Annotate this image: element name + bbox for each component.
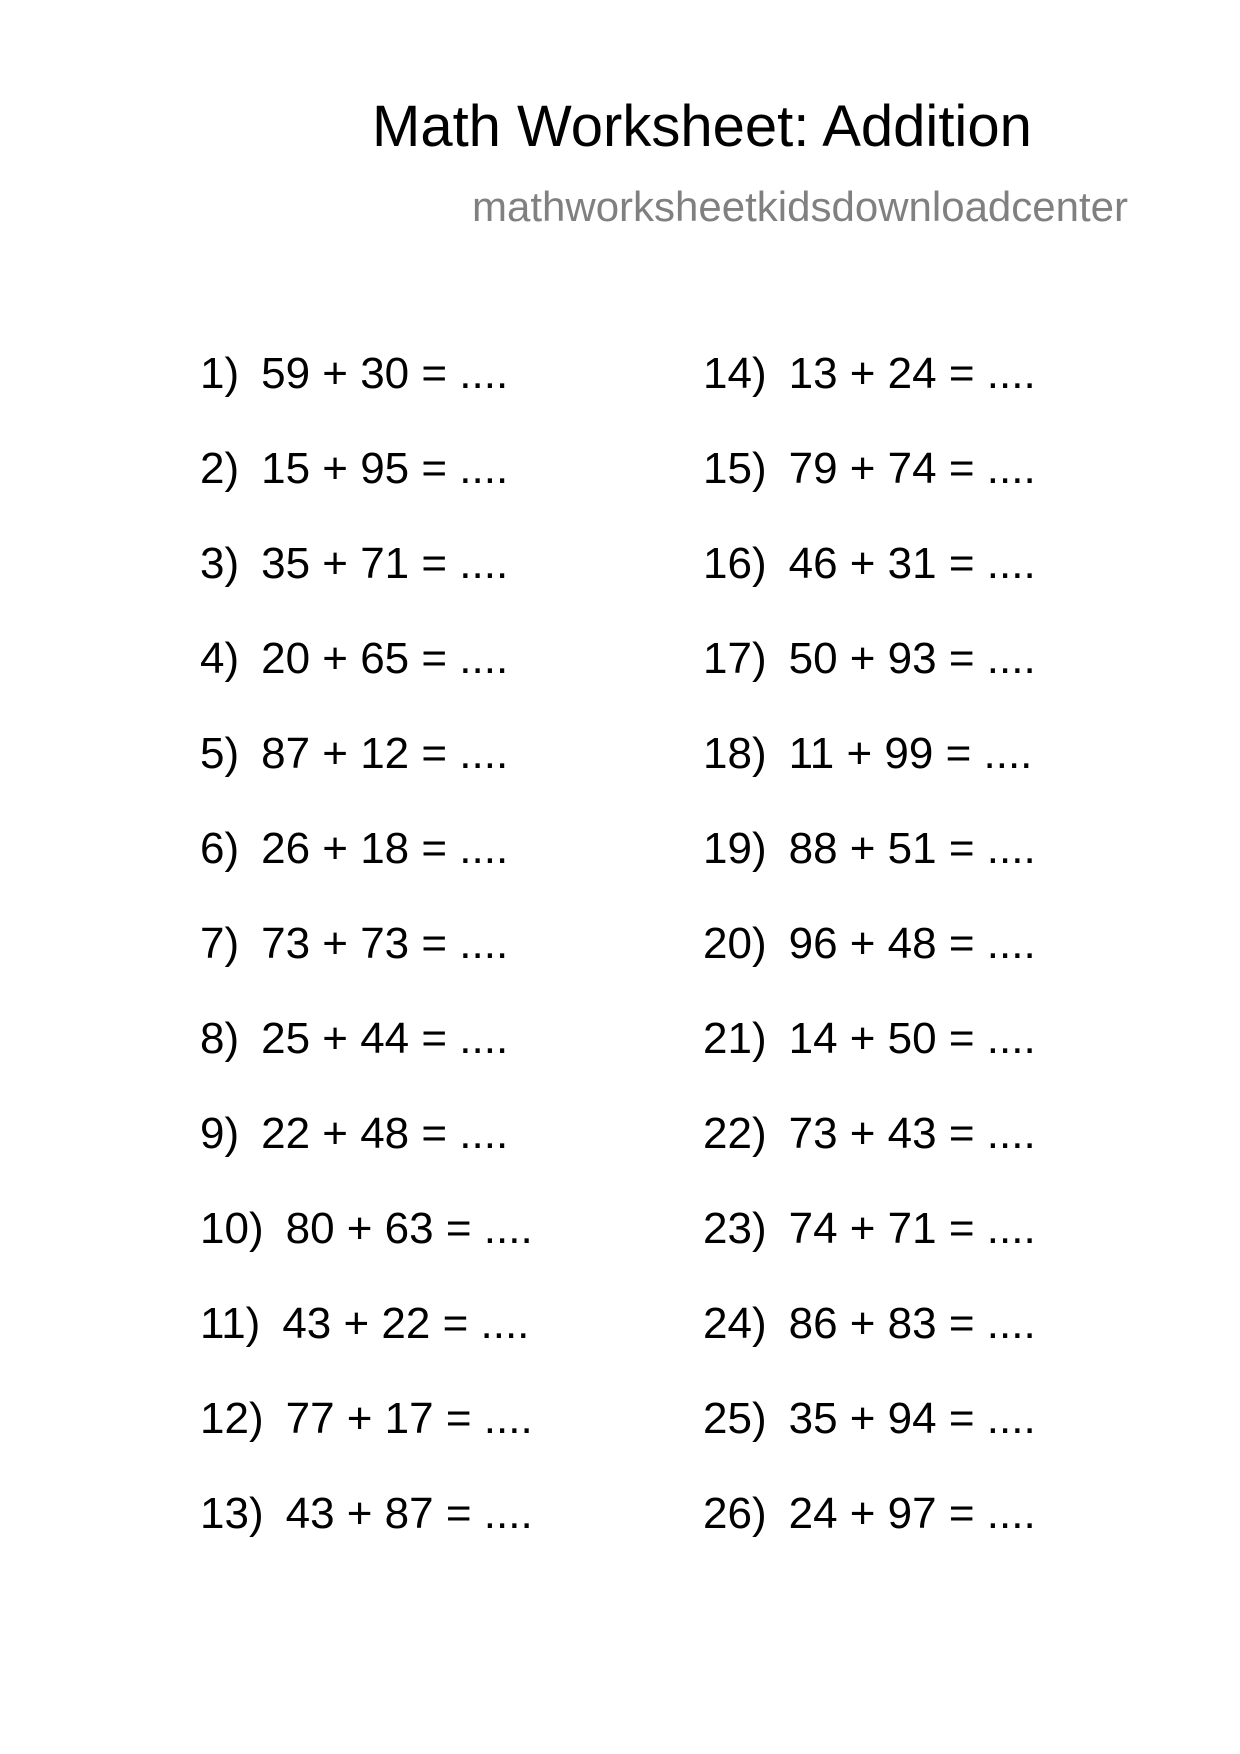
- problem-item: [200, 729, 533, 827]
- problem-item: [703, 1109, 1036, 1207]
- problem-number: 19): [703, 824, 767, 873]
- problem-number: 16): [703, 539, 767, 588]
- problem-expression: 86 + 83 = ....: [788, 1299, 1036, 1348]
- problem-number: 6): [200, 824, 240, 873]
- problem-expression: 14 + 50 = ....: [788, 1014, 1036, 1063]
- problem-item: [703, 634, 1036, 732]
- problem-number: 18): [703, 729, 767, 778]
- problem-expression: 73 + 43 = ....: [788, 1109, 1036, 1158]
- problem-number: 25): [703, 1394, 767, 1443]
- problem-number: 3): [200, 539, 240, 588]
- problem-item: [200, 1489, 533, 1587]
- problem-item: [200, 349, 533, 447]
- problem-number: 17): [703, 634, 767, 683]
- problem-item: [200, 1204, 533, 1302]
- problem-expression: 11 + 99 = ....: [788, 729, 1033, 778]
- problem-number: 10): [200, 1204, 264, 1253]
- problem-number: 24): [703, 1299, 767, 1348]
- problem-expression: 74 + 71 = ....: [788, 1204, 1036, 1253]
- problem-number: 11): [200, 1299, 261, 1348]
- problem-expression: 25 + 44 = ....: [261, 1014, 509, 1063]
- problem-number: 23): [703, 1204, 767, 1253]
- problem-item: [703, 1014, 1036, 1112]
- problem-expression: 77 + 17 = ....: [285, 1394, 533, 1443]
- problem-expression: 43 + 87 = ....: [285, 1489, 533, 1538]
- problem-item: [200, 1299, 533, 1397]
- problem-column-left: [200, 349, 533, 1587]
- problem-expression: 46 + 31 = ....: [788, 539, 1036, 588]
- problem-item: [200, 824, 533, 922]
- problem-item: [200, 1394, 533, 1492]
- problem-expression: 80 + 63 = ....: [285, 1204, 533, 1253]
- problem-number: 2): [200, 444, 240, 493]
- problem-number: 26): [703, 1489, 767, 1538]
- problem-expression: 87 + 12 = ....: [261, 729, 509, 778]
- problem-expression: 35 + 71 = ....: [261, 539, 509, 588]
- problem-item: [703, 539, 1036, 637]
- problem-number: 5): [200, 729, 240, 778]
- problem-column-right: [703, 349, 1036, 1587]
- problem-item: [703, 1299, 1036, 1397]
- problem-expression: 20 + 65 = ....: [261, 634, 509, 683]
- problem-item: [703, 444, 1036, 542]
- problem-item: [200, 1014, 533, 1112]
- problem-item: [703, 1204, 1036, 1302]
- problem-expression: 26 + 18 = ....: [261, 824, 509, 873]
- problem-item: [703, 919, 1036, 1017]
- problem-number: 1): [200, 349, 240, 398]
- problem-item: [200, 634, 533, 732]
- problem-expression: 50 + 93 = ....: [788, 634, 1036, 683]
- problem-item: [200, 444, 533, 542]
- problem-item: [200, 1109, 533, 1207]
- problem-expression: 96 + 48 = ....: [788, 919, 1036, 968]
- problem-item: [703, 824, 1036, 922]
- problem-number: 13): [200, 1489, 264, 1538]
- problem-number: 12): [200, 1394, 264, 1443]
- problem-number: 9): [200, 1109, 240, 1158]
- page-title: Math Worksheet: Addition: [372, 94, 1032, 159]
- problem-number: 20): [703, 919, 767, 968]
- problem-expression: 59 + 30 = ....: [261, 349, 509, 398]
- problem-expression: 24 + 97 = ....: [788, 1489, 1036, 1538]
- problem-expression: 88 + 51 = ....: [788, 824, 1036, 873]
- problem-expression: 22 + 48 = ....: [261, 1109, 509, 1158]
- problem-expression: 15 + 95 = ....: [261, 444, 509, 493]
- problem-expression: 79 + 74 = ....: [788, 444, 1036, 493]
- problem-expression: 35 + 94 = ....: [788, 1394, 1036, 1443]
- page-subtitle: mathworksheetkidsdownloadcenter: [472, 183, 1129, 230]
- problem-expression: 13 + 24 = ....: [788, 349, 1036, 398]
- problem-item: [200, 919, 533, 1017]
- problem-number: 8): [200, 1014, 240, 1063]
- problem-number: 7): [200, 919, 240, 968]
- problem-expression: 43 + 22 = ....: [282, 1299, 530, 1348]
- problem-expression: 73 + 73 = ....: [261, 919, 509, 968]
- problem-number: 22): [703, 1109, 767, 1158]
- problem-number: 15): [703, 444, 767, 493]
- problem-number: 4): [200, 634, 240, 683]
- problem-item: [703, 1489, 1036, 1587]
- problem-number: 21): [703, 1014, 767, 1063]
- problem-item: [200, 539, 533, 637]
- problem-item: [703, 729, 1036, 827]
- problem-number: 14): [703, 349, 767, 398]
- problem-item: [703, 1394, 1036, 1492]
- problem-item: [703, 349, 1036, 447]
